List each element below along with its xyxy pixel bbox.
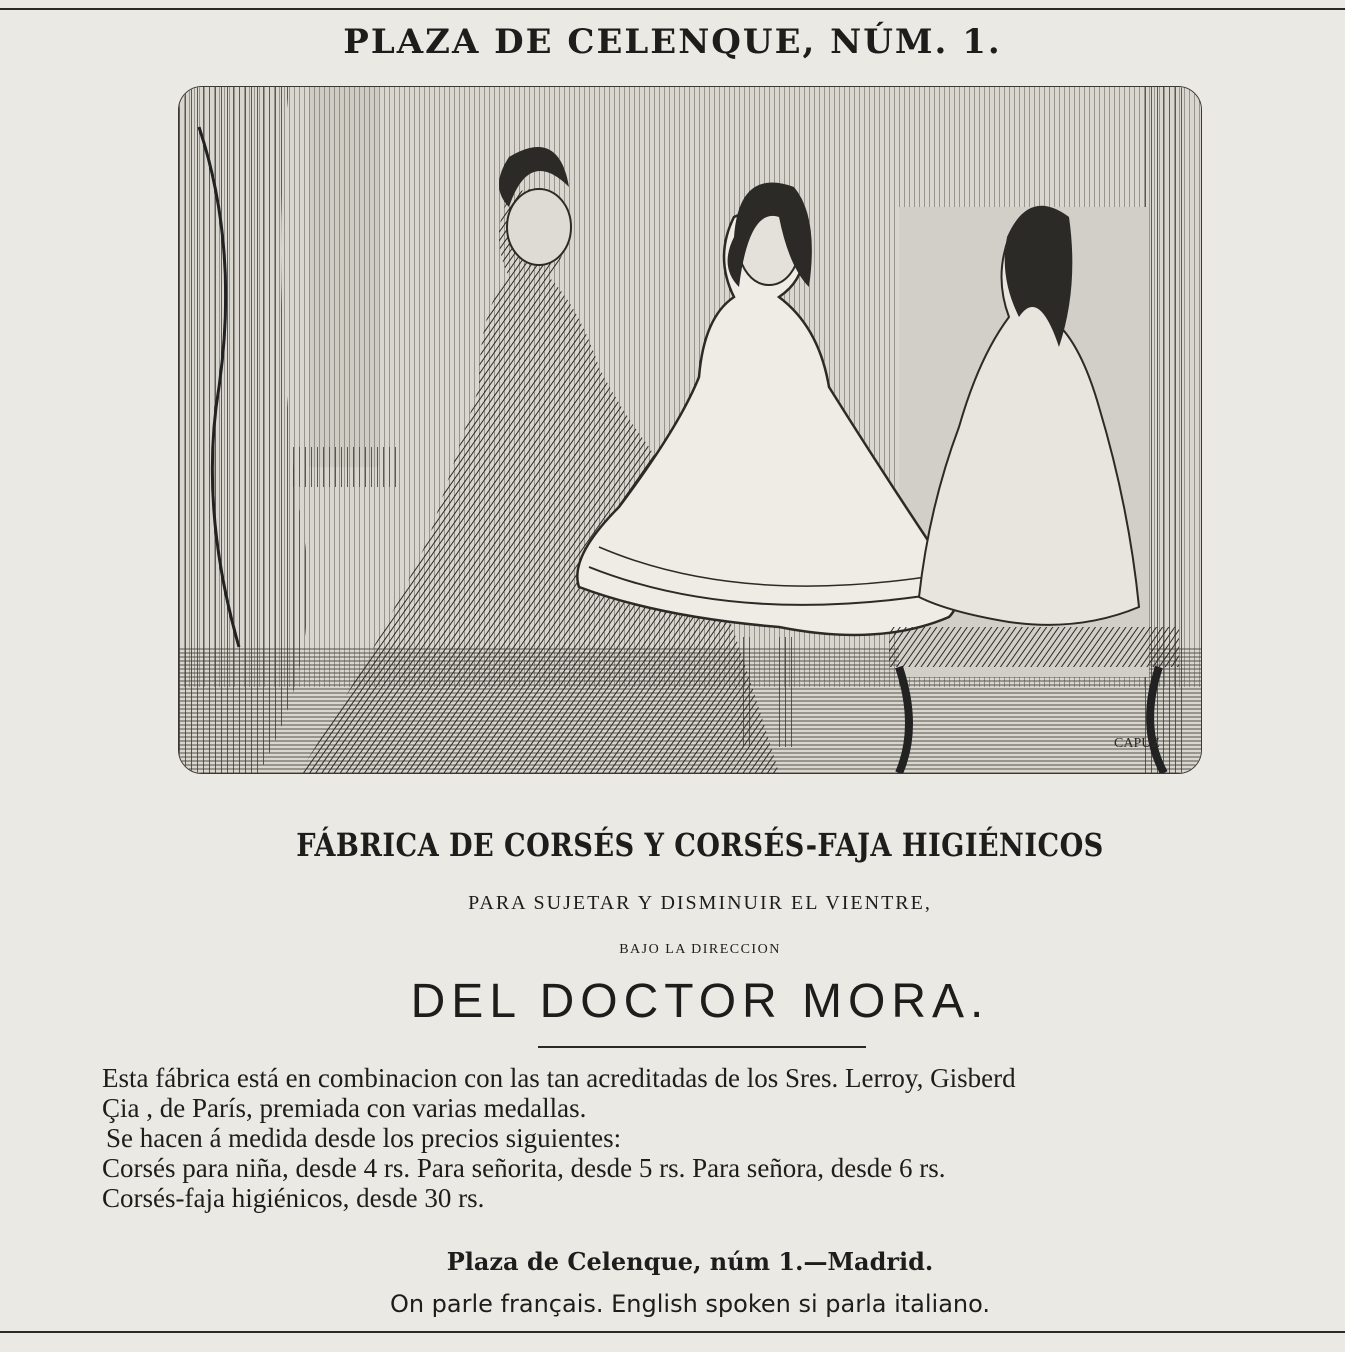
advert-subtitle: PARA SUJETAR Y DISMINUIR EL VIENTRE, — [468, 892, 932, 914]
languages-line: On parle français. English spoken si parla italiano. — [389, 1290, 991, 1318]
footer-address: Plaza de Celenque, núm 1.—Madrid. — [446, 1247, 934, 1276]
body-line: Esta fábrica está en combinacion con las tan acreditadas de los Sres. Lerroy, Gisberd — [102, 1063, 1016, 1093]
body-line: Corsés para niña, desde 4 rs. Para señorita, desde 5 rs. Para señora, desde 6 rs. — [102, 1153, 946, 1183]
advert-body — [102, 1063, 1332, 1213]
engraving-artwork — [179, 87, 1201, 773]
body-line: Çia , de París, premiada con varias medallas. — [102, 1093, 587, 1123]
section-divider — [538, 1046, 866, 1048]
advert-title: FÁBRICA DE CORSÉS Y CORSÉS-FAJA HIGIÉNICOS — [296, 826, 1104, 864]
top-rule — [0, 8, 1345, 10]
body-line: Se hacen á medida desde los precios siguientes: — [106, 1123, 622, 1153]
page-heading: PLAZA DE CELENQUE, NÚM. 1. — [343, 22, 1002, 62]
direction-label: BAJO LA DIRECCION — [619, 942, 781, 957]
director-name: DEL DOCTOR MORA. — [410, 975, 990, 1028]
engraver-signature: CAPUZ — [1114, 736, 1160, 751]
bottom-rule — [0, 1331, 1345, 1333]
body-line: Corsés-faja higiénicos, desde 30 rs. — [102, 1183, 485, 1213]
engraving-illustration — [178, 86, 1202, 774]
